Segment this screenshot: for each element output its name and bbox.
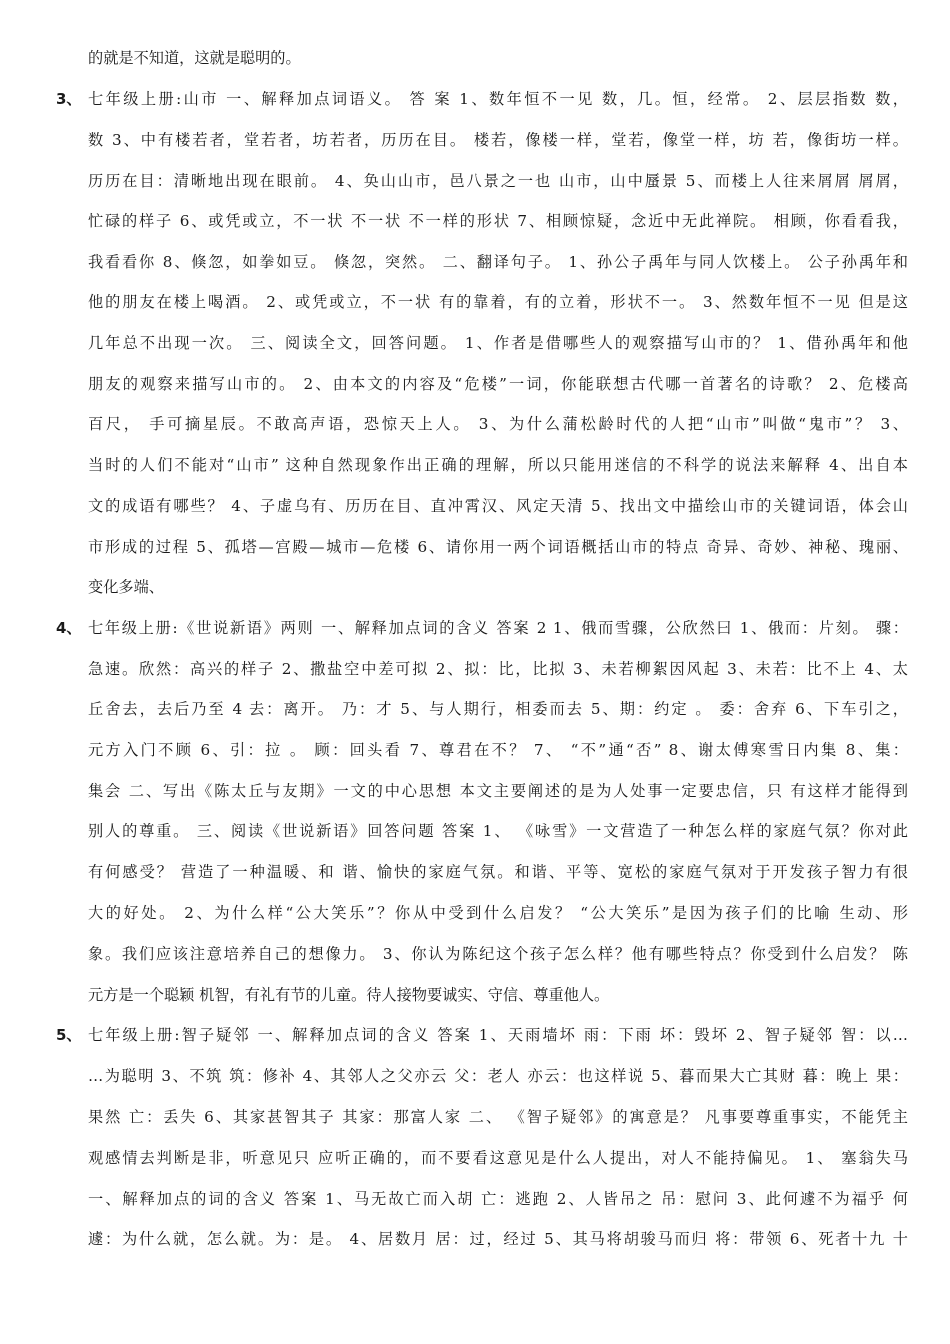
- text-line: 有何感受？ 营造了一种温暖、和 谐、愉快的家庭气氛。和谐、平等、宽松的家庭气氛对于开发孩子智力有很: [88, 863, 908, 881]
- text-line: 他的朋友在楼上喝酒。 2、或凭或立，不一状 有的靠着，有的立着，形状不一。 3、然数年恒不一见 但是这: [88, 293, 908, 311]
- text-line: 元方是一个聪颖 机智，有礼有节的儿童。待人接物要诚实、守信、尊重他人。: [88, 986, 610, 1004]
- text-line: 朋友的观察来描写山市的。 2、由本文的内容及“危楼”一词，你能联想古代哪一首著名的诗歌？ 2、危楼高: [88, 375, 908, 393]
- item-number-3: 3、: [56, 90, 82, 108]
- text-line: 丘舍去，去后乃至 4 去：离开。 乃：才 5、与人期行，相委而去 5、期：约定 。 委：舍弃 6、下车引之，: [88, 700, 908, 718]
- text-line: 七年级上册:山市 一、解释加点词语义。 答 案 1、数年恒不一见 数，几。恒，经常。 2、层层指数 数，: [88, 90, 908, 108]
- text-line: 别人的尊重。 三、阅读《世说新语》回答问题 答案 1、 《咏雪》一文营造了一种怎么样的家庭气氛？你对此: [88, 822, 908, 840]
- text-line: 集会 二、写出《陈太丘与友期》一文的中心思想 本文主要阐述的是为人处事一定要忠信，只 有这样才能得到: [88, 782, 908, 800]
- text-line: 百尺， 手可摘星辰。不敢高声语，恐惊天上人。 3、为什么蒲松龄时代的人把“山市”叫做“鬼市”？ 3、: [88, 415, 908, 433]
- text-line: 的就是不知道，这就是聪明的。: [88, 49, 301, 67]
- text-line: 七年级上册:智子疑邻 一、解释加点词的含义 答案 1、天雨墙坏 雨：下雨 坏：毁坏 2、智子疑邻 智：以…: [88, 1026, 908, 1044]
- text-line: …为聪明 3、不筑 筑：修补 4、其邻人之父亦云 父：老人 亦云：也这样说 5、暮而果大亡其财 暮：晚上 果：: [88, 1067, 908, 1085]
- text-line: 大的好处。 2、为什么样“公大笑乐”？你从中受到什么启发？ “公大笑乐”是因为孩子们的比喻 生动、形: [88, 904, 908, 922]
- text-line: 我看看你 8、倏忽，如拳如豆。 倏忽，突然。 二、翻译句子。 1、孙公子禹年与同人饮楼上。 公子孙禹年和: [88, 253, 908, 271]
- text-line: 变化多端、: [88, 578, 164, 596]
- text-line: 数 3、中有楼若者，堂若者，坊若者，历历在目。 楼若，像楼一样，堂若，像堂一样，坊 若，像街坊一样。: [88, 131, 908, 149]
- text-line: 文的成语有哪些？ 4、子虚乌有、历历在目、直冲霄汉、风定天清 5、找出文中描绘山市的关键词语，体会山: [88, 497, 908, 515]
- text-line: 一、解释加点的词的含义 答案 1、马无故亡而入胡 亡：逃跑 2、人皆吊之 吊：慰问 3、此何遽不为福乎 何: [88, 1190, 908, 1208]
- text-line: 遽：为什么就，怎么就。为：是。 4、居数月 居：过，经过 5、其马将胡骏马而归 将：带领 6、死者十九 十: [88, 1230, 908, 1248]
- text-line: 元方入门不顾 6、引：拉 。 顾：回头看 7、尊君在不？ 7、 “不”通“否” 8、谢太傅寒雪日内集 8、集：: [88, 741, 908, 759]
- text-line: 市形成的过程 5、孤塔—宫殿—城市—危楼 6、请你用一两个词语概括山市的特点 奇异、奇妙、神秘、瑰丽、: [88, 538, 908, 556]
- text-line: 历历在目：清晰地出现在眼前。 4、奂山山市，邑八景之一也 山市，山中蜃景 5、而楼上人往来屑屑 屑屑，: [88, 172, 908, 190]
- text-line: 急速。欣然：高兴的样子 2、撒盐空中差可拟 2、拟：比，比拟 3、未若柳絮因风起 3、未若：比不上 4、太: [88, 660, 908, 678]
- text-line: 象。我们应该注意培养自己的想像力。 3、你认为陈纪这个孩子怎么样？他有哪些特点？你受到什么启发？ 陈: [88, 945, 908, 963]
- text-line: 果然 亡：丢失 6、其家甚智其子 其家：那富人家 二、 《智子疑邻》的寓意是？ 凡事要尊重事实，不能凭主: [88, 1108, 908, 1126]
- item-number-4: 4、: [56, 619, 82, 637]
- text-line: 几年总不出现一次。 三、阅读全文，回答问题。 1、作者是借哪些人的观察描写山市的？ 1、借孙禹年和他: [88, 334, 908, 352]
- text-line: 七年级上册:《世说新语》两则 一、解释加点词的含义 答案 2 1、俄而雪骤，公欣然曰 1、俄而：片刻。 骤：: [88, 619, 908, 637]
- text-line: 观感情去判断是非，听意见只 应听正确的，而不要看这意见是什么人提出，对人不能持偏见。 1、 塞翁失马: [88, 1149, 908, 1167]
- text-line: 忙碌的样子 6、或凭或立，不一状 不一状 不一样的形状 7、相顾惊疑，念近中无此禅院。 相顾，你看看我，: [88, 212, 908, 230]
- text-line: 当时的人们不能对“山市” 这种自然现象作出正确的理解，所以只能用迷信的不科学的说法来解释 4、出自本: [88, 456, 908, 474]
- item-number-5: 5、: [56, 1026, 82, 1044]
